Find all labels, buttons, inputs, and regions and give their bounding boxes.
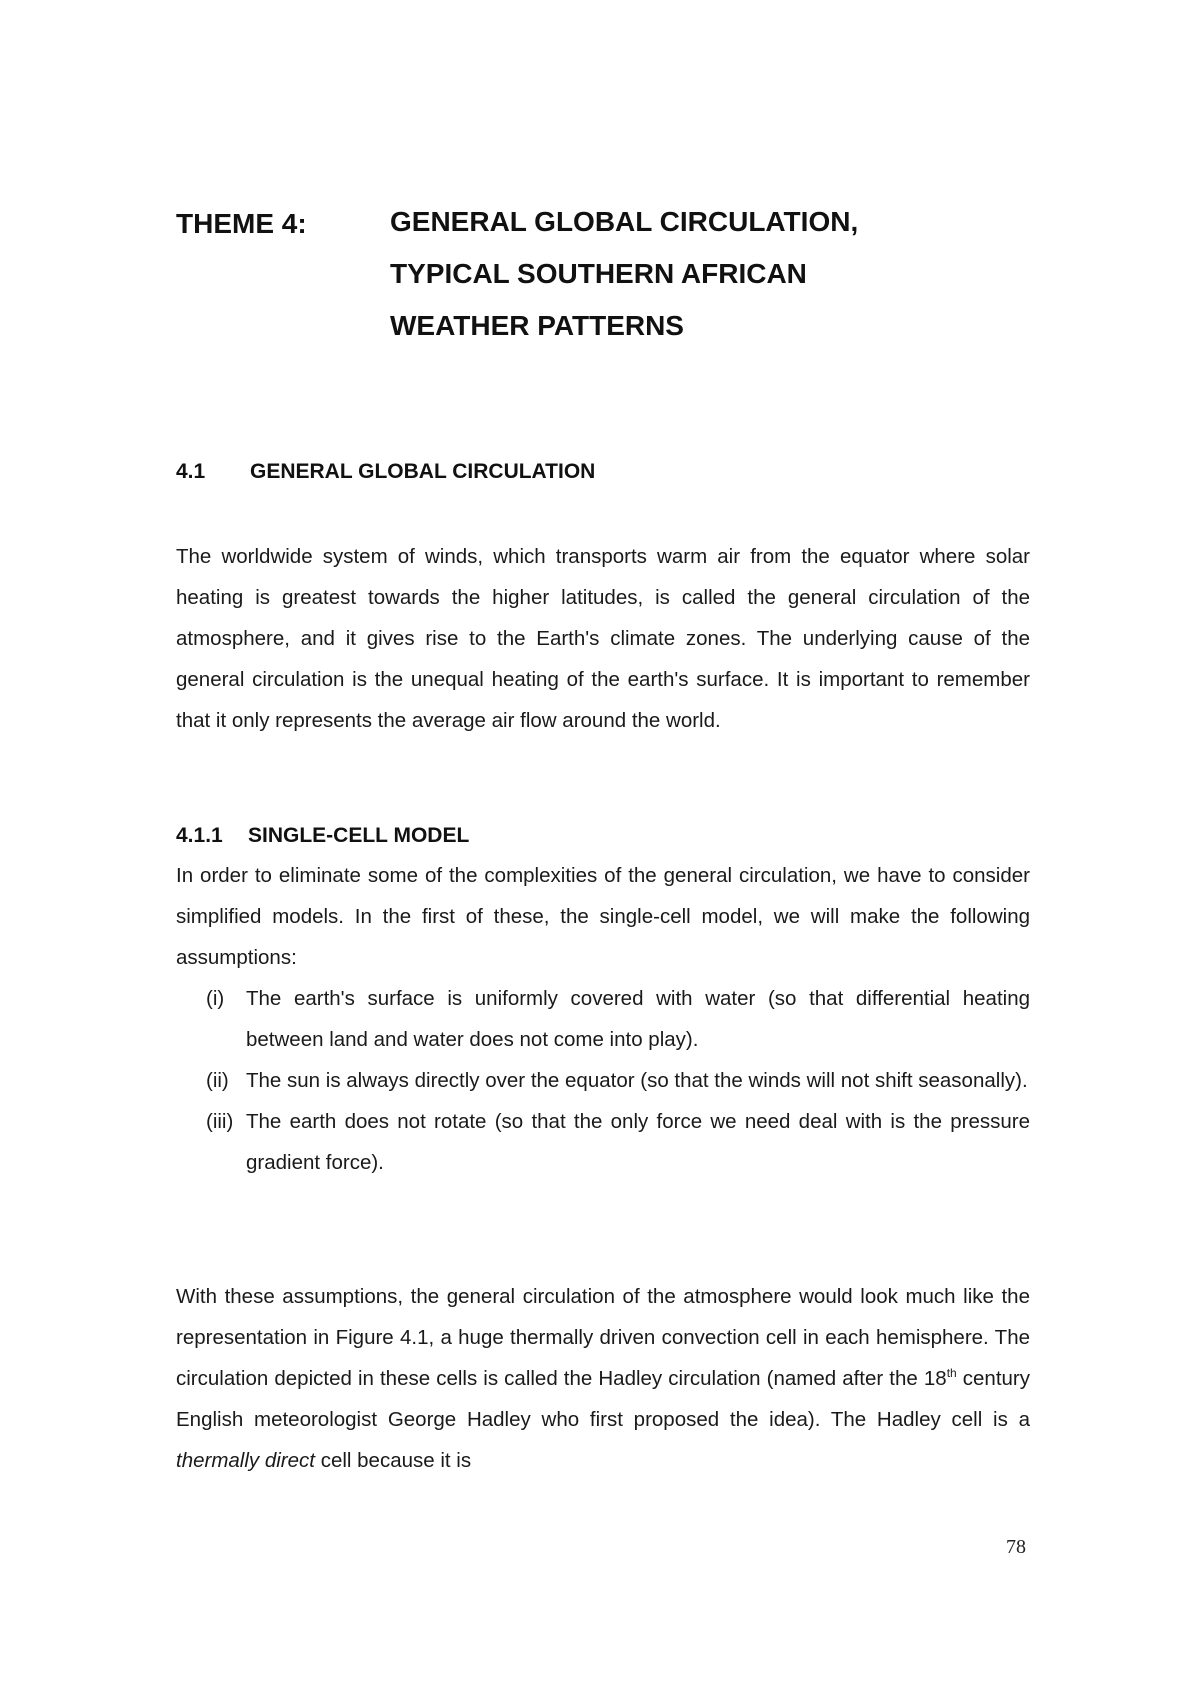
list-item-marker: (iii) <box>206 1110 234 1133</box>
subsection-heading <box>176 824 469 848</box>
list-item-text: The sun is always directly over the equator (so that the winds will not shift seasonally). <box>246 1069 1028 1092</box>
subsection-number: 4.1.1 <box>176 824 223 847</box>
theme-title-line-2: TYPICAL SOUTHERN AFRICAN <box>390 258 807 289</box>
section-title: GENERAL GLOBAL CIRCULATION <box>250 460 596 483</box>
assumption-list <box>176 978 1030 1183</box>
emphasis-thermally-direct: thermally direct <box>176 1449 315 1472</box>
page-number: 78 <box>1006 1536 1026 1558</box>
closing-text-part-3: cell because it is <box>315 1449 472 1472</box>
subsection-title: SINGLE-CELL MODEL <box>248 824 470 847</box>
theme-label: THEME 4: <box>176 208 307 239</box>
list-item-text: The earth does not rotate (so that the only force we need deal with is the pressure gradient force). <box>246 1110 1030 1174</box>
theme-title-line-1: GENERAL GLOBAL CIRCULATION, <box>390 206 859 237</box>
list-item-text: The earth's surface is uniformly covered with water (so that differential heating between land and water does not come into play). <box>246 987 1030 1051</box>
list-item-marker: (ii) <box>206 1069 229 1092</box>
ordinal-superscript: th <box>946 1366 957 1381</box>
list-item <box>176 1101 1030 1183</box>
section-heading <box>176 460 595 484</box>
section-paragraph: The worldwide system of winds, which transports warm air from the equator where solar heating is greatest towards the higher latitudes, is called the general circulation of the atmosphere, and it gives rise to the Earth's climate zones. The underlying cause of the general circulation is the unequal heating of the earth's surface. It is important to remember that it only represents the average air flow around the world. <box>176 545 1030 732</box>
closing-text-part-2: century English meteorologist George Hadley who first proposed the idea). The Hadley cell is a <box>176 1367 1031 1431</box>
list-item-marker: (i) <box>206 987 225 1010</box>
closing-paragraph <box>176 1276 1030 1481</box>
list-item <box>176 1060 1030 1101</box>
theme-title-line-3: WEATHER PATTERNS <box>390 310 684 341</box>
list-item <box>176 978 1030 1060</box>
closing-text-part-1: With these assumptions, the general circulation of the atmosphere would look much like the representation in Figure 4.1, a huge thermally driven convection cell in each hemisphere. The circulation depicted in these cells is called the Hadley circulation (named after the 18 <box>176 1285 1030 1390</box>
subsection-intro: In order to eliminate some of the complexities of the general circulation, we have to consider simplified models. In the first of these, the single-cell model, we will make the following assumptions: <box>176 864 1030 969</box>
theme-title <box>390 208 1070 352</box>
section-number: 4.1 <box>176 460 206 483</box>
